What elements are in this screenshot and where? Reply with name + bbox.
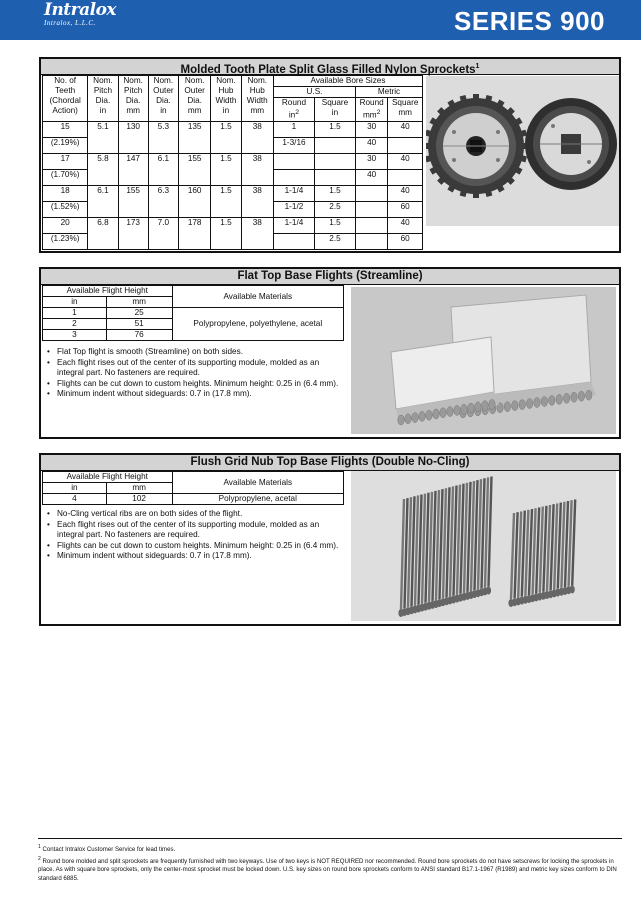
header-line: mm xyxy=(398,108,412,117)
header-hub-in xyxy=(211,76,241,122)
header-pitch-mm xyxy=(118,76,148,122)
header-line: Round xyxy=(281,98,307,107)
flush-grid-height-header: Available Flight Height xyxy=(43,472,173,483)
square-mm-cell: 40 xyxy=(388,153,423,169)
flush-grid-table xyxy=(42,471,344,505)
chordal-action: (2.19%) xyxy=(43,137,88,153)
header-line: mm xyxy=(187,106,202,115)
flat-top-illustration xyxy=(351,287,616,434)
square-mm-cell: 60 xyxy=(388,233,423,249)
round-mm-cell: 30 xyxy=(355,153,387,169)
height-in: 1 xyxy=(43,308,107,319)
outer-mm-cell: 160 xyxy=(178,185,210,217)
series-title: SERIES 900 xyxy=(454,6,605,36)
table-row xyxy=(43,308,344,319)
outer-in-cell: 6.3 xyxy=(148,185,178,217)
list-item: • Flat Top flight is smooth (Streamline) on both sides. xyxy=(45,347,345,358)
flush-grid-bullets xyxy=(45,509,345,562)
round-mm-cell xyxy=(355,217,387,233)
hub-mm-cell: 38 xyxy=(241,217,273,249)
pitch-mm-cell: 155 xyxy=(118,185,148,217)
round-mm-cell: 40 xyxy=(355,137,387,153)
square-mm-cell xyxy=(388,137,423,153)
header-line: Nom. xyxy=(216,76,236,85)
square-in-cell: 1.5 xyxy=(314,185,355,201)
round-in-cell: 1-1/2 xyxy=(273,201,314,217)
header-round-in xyxy=(273,98,314,122)
height-mm: 51 xyxy=(106,319,172,330)
outer-in-cell: 6.1 xyxy=(148,153,178,185)
pitch-mm-cell: 130 xyxy=(118,121,148,153)
sprockets-section-title xyxy=(41,59,619,75)
header-line: Dia. xyxy=(156,96,171,105)
header-line: Nom. xyxy=(123,76,143,85)
teeth-count: 20 xyxy=(43,217,88,233)
flush-grid-photo xyxy=(351,471,616,621)
list-item: • No-Cling vertical ribs are on both sides of the flight. xyxy=(45,509,345,520)
unit: in xyxy=(288,110,296,120)
header-line xyxy=(357,108,386,121)
height-in: 3 xyxy=(43,330,107,341)
pitch-in-cell: 5.8 xyxy=(88,153,118,185)
outer-mm-cell: 135 xyxy=(178,121,210,153)
flush-grid-header-row xyxy=(43,472,344,483)
header-pitch-in xyxy=(88,76,118,122)
pitch-mm-cell: 147 xyxy=(118,153,148,185)
hub-mm-cell: 38 xyxy=(241,121,273,153)
hub-in-cell: 1.5 xyxy=(211,121,241,153)
header-line: Width xyxy=(215,96,237,105)
header-outer-mm xyxy=(178,76,210,122)
flat-top-table xyxy=(42,285,344,341)
header-line: Hub xyxy=(249,86,265,95)
footnote-text: Round bore molded and split sprockets are frequently furnished with two keyways. Use of two keys is NOT REQUIRED nor recommended. Round bore sprockets do not have setscrews for locking the sprockets in place. As with square bore sprockets, only the center-most sprocket must be locked down. U.S. key sizes on round bore sprockets conform to ANSI standard B17.1-1967 (R1989) and metric key sizes conform to DIN standard 6885. xyxy=(38,857,617,882)
footnote-mark: 2 xyxy=(295,109,300,116)
flat-top-bullets xyxy=(45,347,345,400)
header-line: Width xyxy=(246,96,268,105)
flush-grid-materials: Polypropylene, acetal xyxy=(172,494,343,505)
header-teeth-line: Action) xyxy=(52,106,78,115)
sprockets-section xyxy=(39,57,621,253)
footnotes xyxy=(38,838,622,883)
header-square-in xyxy=(314,98,355,122)
list-item: • Each flight rises out of the center of its supporting module, molded as an integral part. No fasteners are required. xyxy=(45,520,345,541)
footnote-mark: 1 xyxy=(38,844,41,850)
flush-grid-title: Flush Grid Nub Top Base Flights (Double No-Cling) xyxy=(41,455,619,471)
header-line: Nom. xyxy=(247,76,268,85)
table-row xyxy=(43,153,423,169)
header-line: Nom. xyxy=(184,76,205,85)
round-in-cell: 1 xyxy=(273,121,314,137)
header-teeth-line: (Chordal xyxy=(49,96,81,105)
square-mm-cell: 40 xyxy=(388,185,423,201)
header-square-mm xyxy=(388,98,423,122)
height-in: 2 xyxy=(43,319,107,330)
header-line: Round xyxy=(359,98,384,107)
chordal-action: (1.23%) xyxy=(43,233,88,249)
round-in-cell xyxy=(273,233,314,249)
company-logo: Intralox xyxy=(44,0,117,20)
flat-top-materials: Polypropylene, polyethylene, acetal xyxy=(172,308,343,341)
header-line: mm xyxy=(250,106,265,115)
chordal-action: (1.70%) xyxy=(43,169,88,185)
footnote-mark: 2 xyxy=(38,855,41,862)
pitch-mm-cell: 173 xyxy=(118,217,148,249)
header-line: Square xyxy=(391,98,419,107)
unit-mm: mm xyxy=(106,483,172,494)
teeth-count: 17 xyxy=(43,153,88,169)
flush-grid-illustration xyxy=(351,471,616,621)
flat-top-photo xyxy=(351,287,616,434)
round-in-cell: 1-1/4 xyxy=(273,185,314,201)
flat-top-section xyxy=(39,267,621,439)
list-item: • Minimum indent without sideguards: 0.7 in (17.8 mm). xyxy=(45,389,345,400)
height-mm: 76 xyxy=(106,330,172,341)
list-item: • Flights can be cut down to custom heights. Minimum height: 0.25 in (6.4 mm). xyxy=(45,541,345,552)
header-outer-in xyxy=(148,76,178,122)
header-teeth-line: No. of xyxy=(54,76,77,85)
height-in: 4 xyxy=(43,494,107,505)
square-in-cell xyxy=(314,153,355,169)
round-mm-cell xyxy=(355,201,387,217)
flat-top-height-header: Available Flight Height xyxy=(43,286,173,297)
round-in-cell xyxy=(273,169,314,185)
outer-in-cell: 5.3 xyxy=(148,121,178,153)
header-line: in xyxy=(331,108,339,117)
list-item: • Flights can be cut down to custom heights. Minimum height: 0.25 in (6.4 mm). xyxy=(45,379,345,390)
pitch-in-cell: 6.8 xyxy=(88,217,118,249)
header-line: Hub xyxy=(218,86,234,95)
header-line: Dia. xyxy=(187,96,202,105)
square-in-cell xyxy=(314,169,355,185)
header-line xyxy=(275,108,313,121)
square-mm-cell: 40 xyxy=(388,217,423,233)
height-mm: 25 xyxy=(106,308,172,319)
table-row xyxy=(43,185,423,201)
outer-in-cell: 7.0 xyxy=(148,217,178,249)
header-line: Pitch xyxy=(124,86,143,95)
square-in-cell xyxy=(314,137,355,153)
header-line: Dia. xyxy=(125,96,141,105)
square-in-cell: 1.5 xyxy=(314,121,355,137)
sprocket-table-body xyxy=(43,121,423,249)
header-line: Nom. xyxy=(153,76,174,85)
round-mm-cell xyxy=(355,233,387,249)
list-item: • Minimum indent without sideguards: 0.7 in (17.8 mm). xyxy=(45,551,345,562)
header-line: Outer xyxy=(153,86,174,95)
hub-in-cell: 1.5 xyxy=(211,185,241,217)
footnote-1 xyxy=(38,843,622,855)
header-metric: Metric xyxy=(355,87,422,98)
round-in-cell xyxy=(273,153,314,169)
header-line: Nom. xyxy=(93,76,113,85)
table-row xyxy=(43,217,423,233)
hub-mm-cell: 38 xyxy=(241,153,273,185)
footnote-text: Contact Intralox Customer Service for lead times. xyxy=(42,846,176,854)
unit-in: in xyxy=(43,483,107,494)
page-header xyxy=(0,0,641,40)
footnote-2 xyxy=(38,855,622,884)
round-in-cell: 1-3/16 xyxy=(273,137,314,153)
header-line: Square xyxy=(321,98,349,107)
unit: mm xyxy=(362,110,377,120)
round-mm-cell: 40 xyxy=(355,169,387,185)
round-mm-cell: 30 xyxy=(355,121,387,137)
list-item: • Each flight rises out of the center of its supporting module, molded as an integral part. No fasteners are required. xyxy=(45,358,345,379)
header-line: mm xyxy=(126,106,140,115)
sprocket-photo xyxy=(426,76,619,226)
hub-in-cell: 1.5 xyxy=(211,153,241,185)
square-mm-cell: 40 xyxy=(388,121,423,137)
flat-top-title: Flat Top Base Flights (Streamline) xyxy=(41,269,619,285)
table-row xyxy=(43,494,344,505)
square-mm-cell: 60 xyxy=(388,201,423,217)
header-hub-mm xyxy=(241,76,273,122)
outer-mm-cell: 155 xyxy=(178,153,210,185)
square-in-cell: 2.5 xyxy=(314,201,355,217)
hub-in-cell: 1.5 xyxy=(211,217,241,249)
unit-mm: mm xyxy=(106,297,172,308)
teeth-count: 18 xyxy=(43,185,88,201)
sprocket-illustration xyxy=(426,76,619,226)
outer-mm-cell: 178 xyxy=(178,217,210,249)
height-mm: 102 xyxy=(106,494,172,505)
teeth-count: 15 xyxy=(43,121,88,137)
header-line: Dia. xyxy=(95,96,111,105)
sprockets-title-footnote-mark: 1 xyxy=(475,63,480,70)
chordal-action: (1.52%) xyxy=(43,201,88,217)
table-row xyxy=(43,121,423,137)
flush-grid-materials-header: Available Materials xyxy=(172,472,343,494)
square-in-cell: 1.5 xyxy=(314,217,355,233)
header-us: U.S. xyxy=(273,87,355,98)
sprocket-table xyxy=(42,75,423,250)
pitch-in-cell: 5.1 xyxy=(88,121,118,153)
header-line: Pitch xyxy=(93,86,113,95)
header-line: in xyxy=(99,106,107,115)
header-teeth-line: Teeth xyxy=(55,86,76,95)
unit-in: in xyxy=(43,297,107,308)
sprockets-title-text: Molded Tooth Plate Split Glass Filled Nylon Sprockets xyxy=(180,63,476,76)
footnote-mark: 2 xyxy=(376,109,381,116)
flush-grid-section xyxy=(39,453,621,626)
header-line: in xyxy=(160,106,167,115)
header-teeth xyxy=(43,76,88,122)
header-line: Outer xyxy=(184,86,205,95)
sprocket-header-row-1 xyxy=(43,76,423,87)
flat-top-header-row xyxy=(43,286,344,297)
header-bore-group: Available Bore Sizes xyxy=(273,76,422,87)
square-mm-cell xyxy=(388,169,423,185)
hub-mm-cell: 38 xyxy=(241,185,273,217)
round-mm-cell xyxy=(355,185,387,201)
square-in-cell: 2.5 xyxy=(314,233,355,249)
pitch-in-cell: 6.1 xyxy=(88,185,118,217)
header-round-mm xyxy=(355,98,387,122)
round-in-cell: 1-1/4 xyxy=(273,217,314,233)
header-line: in xyxy=(222,106,230,115)
flat-top-materials-header: Available Materials xyxy=(172,286,343,308)
company-logo-subtitle: Intralox, L.L.C. xyxy=(44,19,96,27)
